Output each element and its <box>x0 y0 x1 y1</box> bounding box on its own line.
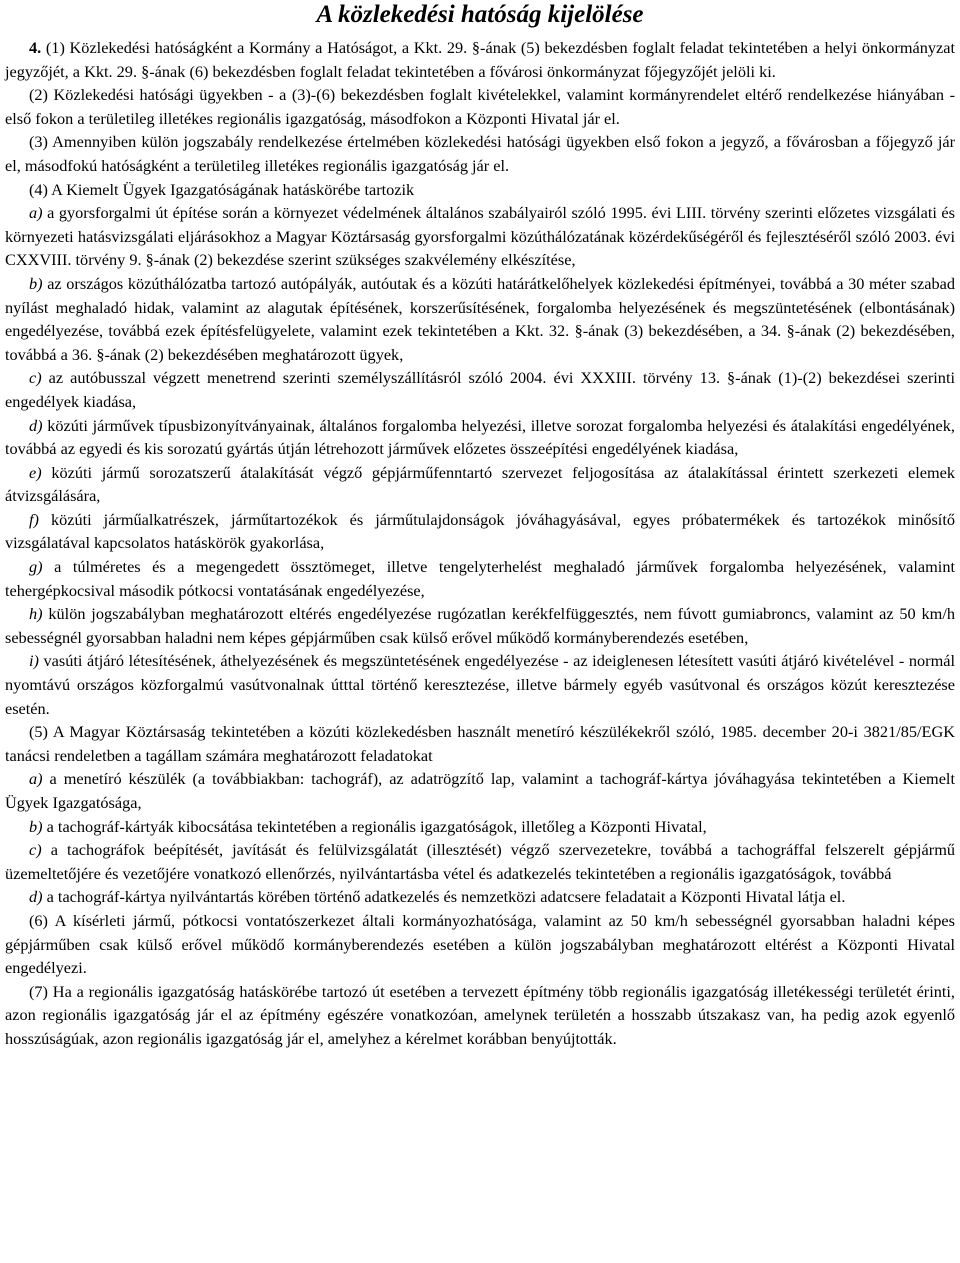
list-item: d) közúti járművek típusbizonyítványainak, általános forgalomba helyezési, illetve sorozat forgalomba helyezési és átalakítási engedélyének, továbbá az egyedi és kis sorozatú gyártás útján létrehozott járművek előzetes összeépítési engedélyének kiadása, <box>5 415 955 459</box>
list-item: e) közúti jármű sorozatszerű átalakítását végző gépjárműfenntartó szervezet feljogosítása az átalakítással érintett szerkezeti elemek átvizsgálására, <box>5 462 955 506</box>
list-item: a) a gyorsforgalmi út építése során a környezet védelmének általános szabályairól szóló 1995. évi LIII. törvény szerinti előzetes vizsgálati és környezeti hatásvizsgálati eljárásokhoz a Magyar Köztársaság gyorsforgalmi közúthálózatának közérdekűségéről és fejlesztéséről szóló 2003. évi CXXVIII. törvény 9. §-ának (2) bekezdése szerint szükséges szakvélemény elkészítése, <box>5 203 955 270</box>
subsection-5-items <box>5 767 955 909</box>
subsection-5-intro: (5) A Magyar Köztársaság tekintetében a közúti közlekedésben használt menetíró készülékekről szóló, 1985. december 20-i 3821/85/EGK tanácsi rendeletben a tagállam számára meghatározott feladatokat <box>5 722 955 765</box>
list-item: h) külön jogszabályban meghatározott eltérés engedélyezése rugózatlan kerékfelfüggesztés, nem fúvott gumiabroncs, valamint az 50 km/h sebességnél gyorsabban haladni nem képes gépjárműben csak külső erővel működő kormányberendezés esetében, <box>5 604 955 647</box>
list-item: g) a túlméretes és a megengedett össztömeget, illetve tengelyterhelést meghaladó járművek forgalomba helyezésének, valamint tehergépkocsival második pótkocsi vontatásának engedélyezése, <box>5 557 955 600</box>
subsection-3: (3) Amennyiben külön jogszabály rendelkezése értelmében közlekedési hatósági ügyekben első fokon a jegyző, a fővárosban a főjegyző jár el, másodfokú hatóságként a területileg illetékes regionális igazgatóság jár el. <box>5 132 955 175</box>
list-item: i) vasúti átjáró létesítésének, áthelyezésének és megszüntetésének engedélyezése - az ideiglenesen létesített vasúti átjáró kivételével - normál nyomtávú országos közforgalmú vasútvonalnak útttal történő keresztezése, illetve bármely egyéb vasútvonal és országos közút keresztezése esetén. <box>5 651 955 718</box>
subsection-7: (7) Ha a regionális igazgatóság hatáskörébe tartozó út esetében a tervezett építmény több regionális igazgatóság illetékességi területét érinti, azon regionális igazgatóság jár el az építmény egészére vonatkozóan, amelynek területén a hosszabb útszakasz van, ha pedig azok egyenlő hosszúságúak, azon regionális igazgatóság jár el, amelyhez a kérelmet korábban benyújtották. <box>5 981 955 1048</box>
list-item: f) közúti járműalkatrészek, járműtartozékok és járműtulajdonságok jóváhagyásával, egyes próbatermékek és tartozékok minősítő vizsgálatával kapcsolatos hatáskörök gyakorlása, <box>5 509 955 553</box>
paragraph-4-1 <box>5 36 955 83</box>
list-item: c) a tachográfok beépítését, javítását és felülvizsgálatát (illesztését) végző szervezetekre, továbbá a tachográffal felszerelt gépjármű üzemeltetőjére és vezetőjére vonatkozó ellenőrzés, nyilvántartásba vétel és adatkezelés tekintetében a regionális igazgatóságok, továbbá <box>5 840 956 883</box>
list-item: b) a tachográf-kártyák kibocsátása tekintetében a regionális igazgatóságok, illetőleg a Központi Hivatal, <box>29 816 707 836</box>
document-page <box>5 0 955 1051</box>
subsection-2: (2) Közlekedési hatósági ügyekben - a (3)-(6) bekezdésben foglalt kivételekkel, valamint kormányrendelet eltérő rendelkezése hiányában - első fokon a területileg illetékes regionális igazgatóság, másodfokon a Központi Hivatal jár el. <box>5 85 955 128</box>
list-item: c) az autóbusszal végzett menetrend szerinti személyszállításról szóló 2004. évi XXXIII. törvény 13. §-ának (1)-(2) bekezdései szerinti engedélyek kiadása, <box>5 368 955 411</box>
paragraph-4-1-text: (1) Közlekedési hatóságként a Kormány a Hatóságot, a Kkt. 29. §-ának (5) bekezdésben foglalt feladat tekintetében a helyi önkormányzat jegyzőjét, a Kkt. 29. §-ának (6) bekezdésben foglalt feladat tekintetében a fővárosi önkormányzat főjegyzőjét jelöli ki. <box>5 38 955 81</box>
subsection-6: (6) A kísérleti jármű, pótkocsi vontatószerkezet általi kormányozhatósága, valamint az 50 km/h sebességnél gyorsabban haladni képes gépjárműben csak külső erővel működő kormányberendezés esetében a külön jogszabályban meghatározott eltérést a Központi Hivatal engedélyezi. <box>5 910 955 978</box>
list-item: d) a tachográf-kártya nyilvántartás körében történő adatkezelés és nemzetközi adatcsere feladatait a Központi Hivatal látja el. <box>29 887 846 907</box>
subsection-4-items <box>5 201 955 720</box>
list-item: b) az országos közúthálózatba tartozó autópályák, autóutak és a közúti határátkelőhelyek közlekedési építményei, továbbá a 30 méter szabad nyílást meghaladó hidak, valamint az alagutak építésének, korszerűsítésének, forgalomba helyezésének és megszüntetésének (elbontásának) engedélyezése, továbbá ezek építésfelügyelete, valamint ezek tekintetében a Kkt. 32. §-ának (3) bekezdésében, a 34. §-ának (2) bekezdésében, továbbá a 36. §-ának (2) bekezdésében meghatározott ügyek, <box>5 273 955 364</box>
paragraph-number: 4. <box>29 38 42 57</box>
document-title: A közlekedési hatóság kijelölése <box>316 1 644 28</box>
subsection-4-intro: (4) A Kiemelt Ügyek Igazgatóságának hatáskörébe tartozik <box>29 179 415 199</box>
list-item: a) a menetíró készülék (a továbbiakban: tachográf), az adatrögzítő lap, valamint a tachográf-kártya jóváhagyása tekintetében a Kiemelt Ügyek Igazgatósága, <box>5 769 955 812</box>
